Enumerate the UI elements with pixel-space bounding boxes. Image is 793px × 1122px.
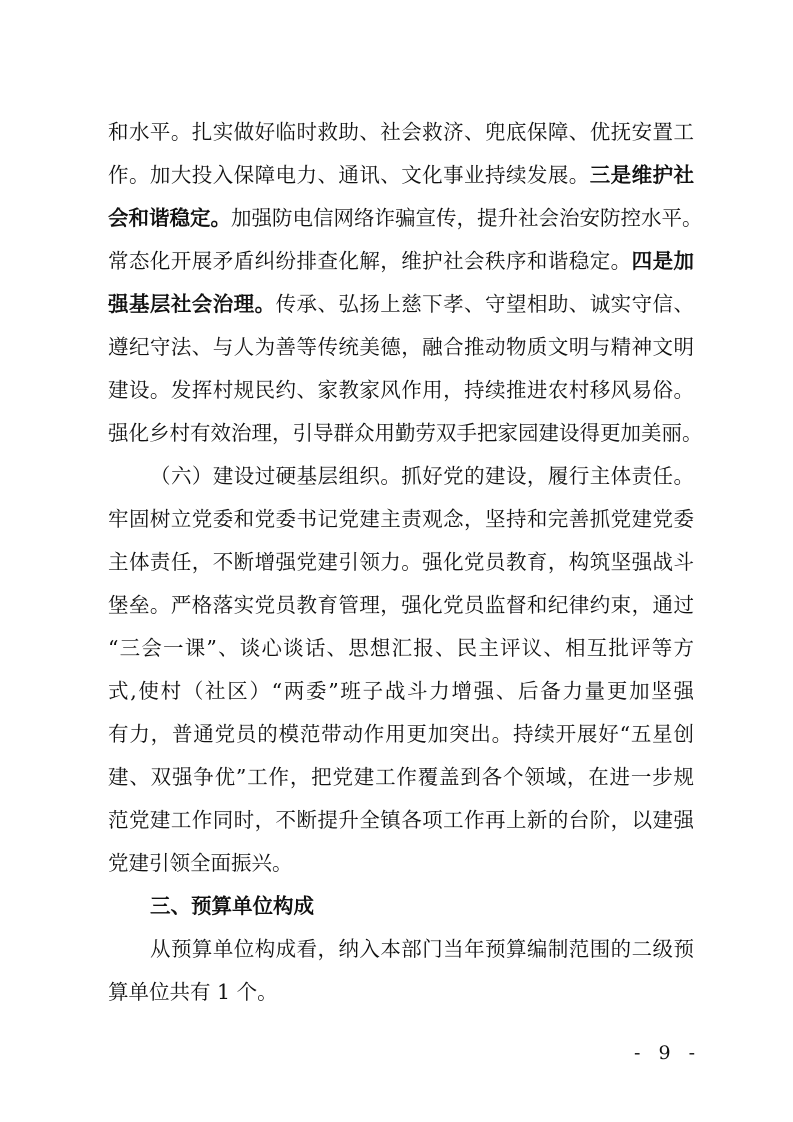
text-run: 牢固树立党委和党委书记党建主责观念，坚持和完善抓党建党委: [108, 507, 694, 531]
text-run: 式,使村（社区）“两委”班子战斗力增强、后备力量更加坚强: [108, 679, 694, 703]
text-run: 强化乡村有效治理，引导群众用勤劳双手把家园建设得更加美丽。: [108, 421, 703, 445]
text-run: 传承、弘扬上慈下孝、守望相助、诚实守信、: [275, 292, 695, 316]
text-run: 范党建工作同时，不断提升全镇各项工作再上新的台阶，以建强: [108, 808, 694, 832]
text-run: 堡垒。严格落实党员教育管理，强化党员监督和纪律约束，通过: [108, 593, 694, 617]
text-run: 建设。发挥村规民约、家教家风作用，持续推进农村移风易俗。: [108, 378, 694, 402]
paragraph-line: [108, 247, 694, 275]
text-run: 有力，普通党员的模范带动作用更加突出。持续开展好“五星创: [108, 722, 694, 746]
text-run: 主体责任，不断增强党建引领力。强化党员教育，构筑坚强战斗: [108, 550, 694, 574]
paragraph-line: [150, 935, 694, 963]
paragraph-line: [108, 591, 694, 619]
paragraph-line: [108, 806, 694, 834]
text-run: 算单位共有 1 个。: [108, 980, 278, 1004]
paragraph-line: [108, 677, 694, 705]
bold-text-run: 强基层社会治理。: [108, 292, 276, 316]
paragraph-line: [108, 161, 694, 189]
paragraph-line: [108, 118, 694, 146]
paragraph-line: [108, 634, 694, 662]
paragraph-line: [108, 204, 703, 232]
section-heading: 三、预算单位构成: [150, 894, 314, 918]
bold-text-run: 三是维护社: [589, 163, 695, 187]
text-run: “三会一课”、谈心谈话、思想汇报、民主评议、相互批评等方: [108, 636, 694, 660]
text-run: 和水平。扎实做好临时救助、社会救济、兜底保障、优抚安置工: [108, 120, 694, 144]
text-run: （六）建设过硬基层组织。抓好党的建设，履行主体责任。: [150, 464, 694, 488]
bold-text-run: 会和谐稳定。: [108, 206, 231, 230]
text-run: 从预算单位构成看，纳入本部门当年预算编制范围的二级预: [150, 937, 694, 961]
text-run: 作。加大投入保障电力、通讯、文化事业持续发展。: [108, 163, 590, 187]
paragraph-line: [108, 376, 694, 404]
paragraph-line: [108, 505, 694, 533]
paragraph-line: [108, 548, 694, 576]
paragraph-line: [108, 333, 694, 361]
paragraph-line: [108, 978, 694, 1006]
text-run: 建、双强争优”工作，把党建工作覆盖到各个领域，在进一步规: [108, 765, 694, 789]
paragraph-line: [108, 720, 694, 748]
paragraph-line: [108, 763, 694, 791]
paragraph-line: [108, 849, 694, 877]
paragraph-line: [108, 290, 694, 318]
text-run: 常态化开展矛盾纠纷排查化解，维护社会秩序和谐稳定。: [108, 249, 632, 273]
bold-text-run: 四是加: [631, 249, 695, 273]
text-run: 党建引领全面振兴。: [108, 851, 293, 875]
page-number: - 9 -: [633, 1042, 701, 1064]
paragraph-line: [108, 419, 703, 447]
text-run: 遵纪守法、与人为善等传统美德，融合推动物质文明与精神文明: [108, 335, 694, 359]
text-run: 加强防电信网络诈骗宣传，提升社会治安防控水平。: [231, 206, 703, 230]
paragraph-line: [150, 462, 694, 490]
